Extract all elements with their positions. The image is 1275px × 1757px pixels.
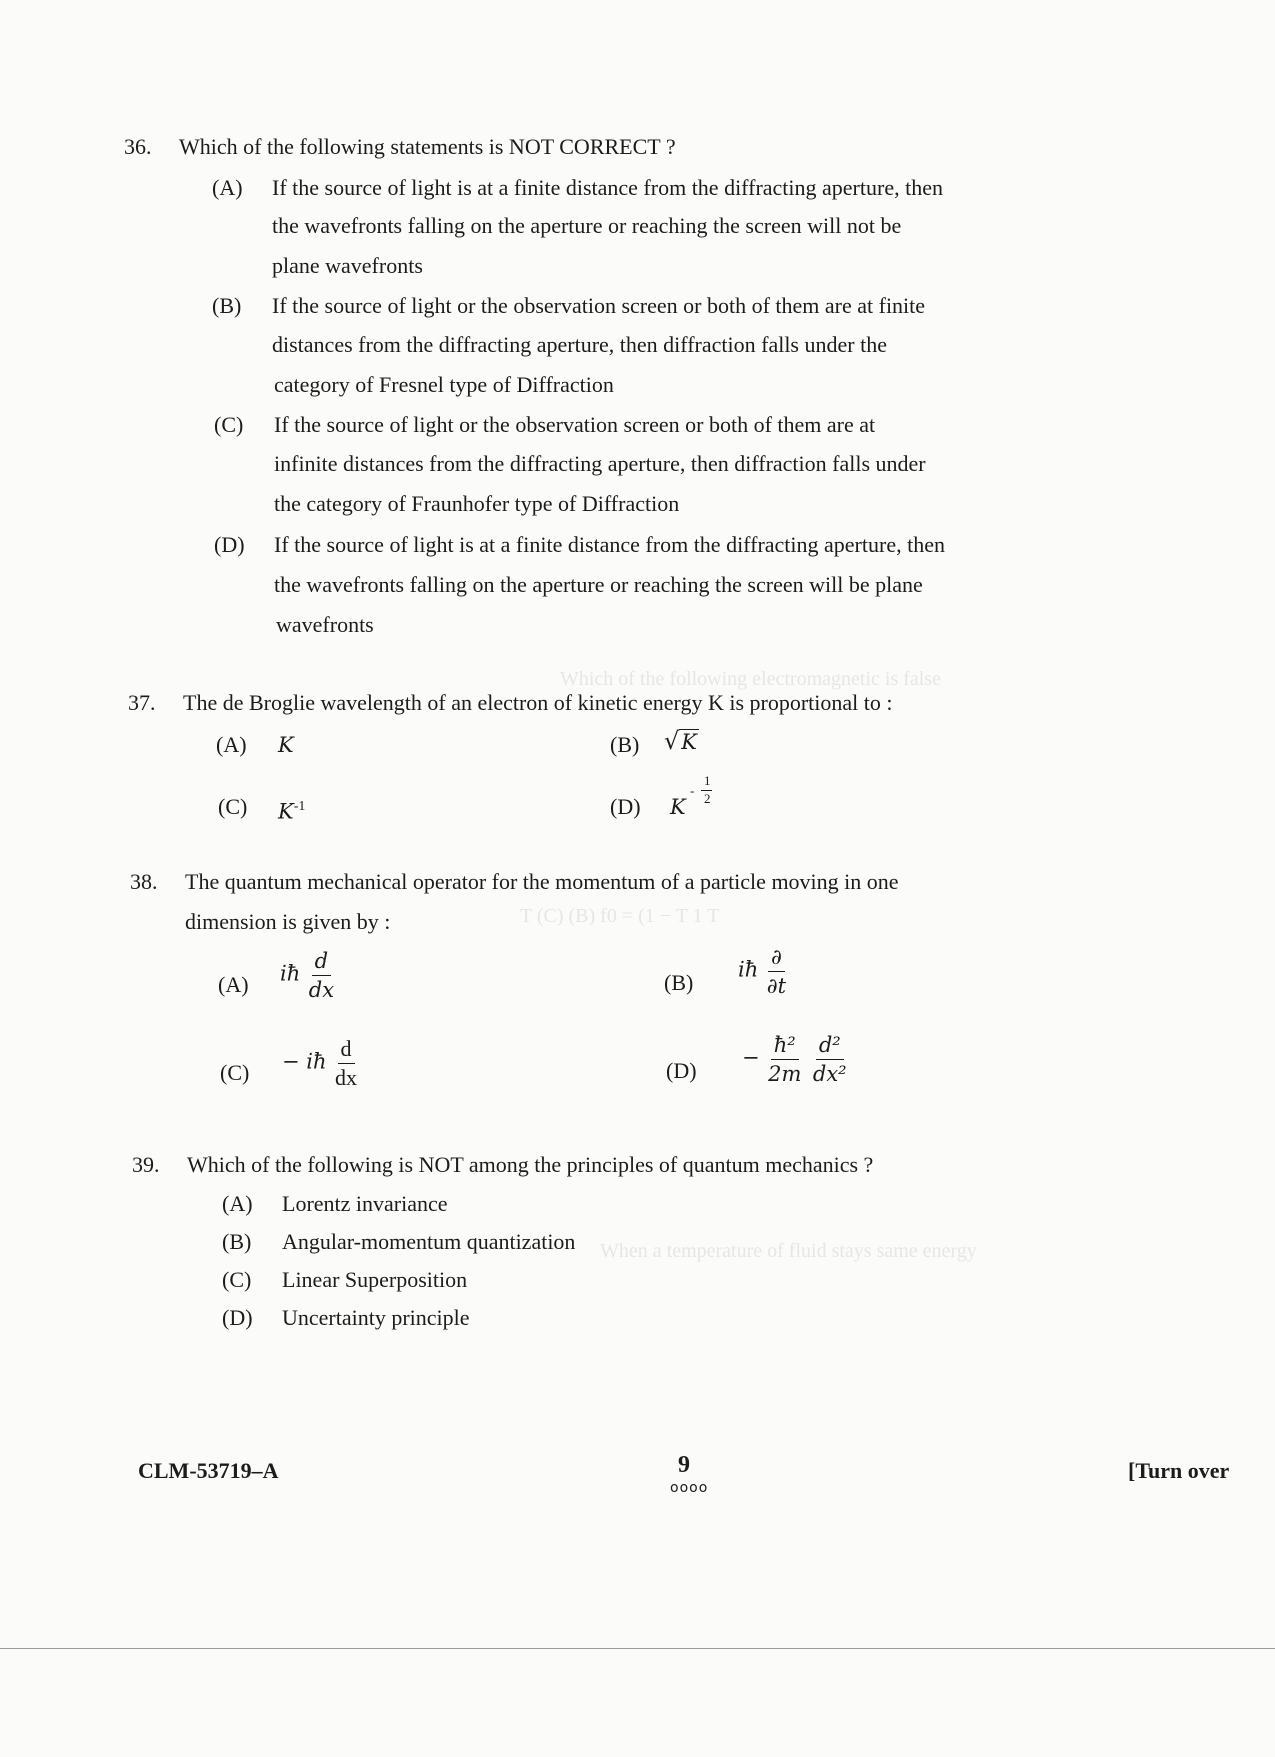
option-math: K (681, 730, 697, 754)
option-label: (B) (212, 293, 242, 318)
fraction-numerator: d (312, 948, 331, 976)
option-line: the wavefronts falling on the aperture or reaching the screen will not be (272, 213, 902, 238)
option-line: the category of Fraunhofer type of Diffraction (274, 491, 680, 516)
formula-prefix: − iħ (282, 1049, 327, 1074)
option-label: (D) (214, 532, 245, 557)
bleed-through-text: When a temperature of fluid stays same energy (600, 1240, 977, 1262)
exam-code: CLM-53719–A (138, 1458, 279, 1483)
fraction (765, 1032, 804, 1087)
sqrt-icon: √ (664, 727, 680, 755)
option-label: (A) (216, 732, 247, 757)
formula-prefix: iħ (280, 961, 301, 986)
exponent-num: 1 (704, 773, 711, 788)
fraction-denominator: ∂t (766, 974, 787, 998)
question-number: 38. (130, 869, 158, 894)
option-label: (D) (222, 1305, 253, 1330)
option-label: (B) (664, 970, 694, 995)
fraction-denominator: dx² (812, 1062, 847, 1086)
option-line: If the source of light is at a finite distance from the diffracting aperture, then (274, 532, 945, 557)
option-text: Lorentz invariance (282, 1191, 448, 1216)
question-number: 36. (124, 134, 152, 159)
question-line: The quantum mechanical operator for the momentum of a particle moving in one (185, 869, 899, 894)
option-line: distances from the diffracting aperture, then diffraction falls under the (272, 332, 887, 357)
fraction-numerator: d (338, 1036, 355, 1064)
question-text: The de Broglie wavelength of an electron of kinetic energy K is proportional to : (183, 690, 893, 715)
formula-sign: − (742, 1045, 760, 1070)
question-text: Which of the following is NOT among the principles of quantum mechanics ? (187, 1152, 874, 1177)
option-label: (A) (212, 175, 243, 200)
option-formula (282, 1036, 360, 1091)
option-formula (738, 944, 789, 999)
option-text: Uncertainty principle (282, 1305, 470, 1330)
option-label: (D) (666, 1058, 697, 1083)
option-math-exponent (670, 794, 686, 820)
option-label: (C) (218, 794, 248, 819)
fraction (764, 944, 789, 999)
option-math-exponent (278, 794, 305, 824)
page-marks: oooo (670, 1480, 709, 1496)
fraction-denominator: dx (308, 978, 335, 1002)
option-line: If the source of light or the observation screen or both of them are at (274, 412, 876, 437)
option-line: category of Fresnel type of Diffraction (274, 372, 614, 397)
fraction (332, 1036, 360, 1091)
option-label: (B) (222, 1229, 252, 1254)
option-label: (A) (222, 1191, 253, 1216)
option-line: If the source of light or the observation screen or both of them are at finite (272, 293, 926, 318)
exponent-den: 2 (704, 791, 711, 806)
turn-over-label: [Turn over (1128, 1458, 1230, 1483)
fraction-numerator: ∂ (768, 944, 785, 972)
option-math: K (670, 795, 686, 819)
option-label: (B) (610, 732, 640, 757)
fraction-numerator: ħ² (771, 1032, 799, 1060)
bottom-rule (0, 1648, 1275, 1649)
fraction (810, 1032, 850, 1087)
bleed-through-text: T (C) (B) f0 = (1 − T 1 T (520, 905, 720, 927)
option-formula (280, 948, 337, 1003)
page-number: 9 (678, 1452, 690, 1478)
option-line: infinite distances from the diffracting aperture, then diffraction falls under (274, 451, 926, 476)
question-number: 39. (132, 1152, 160, 1177)
question-number: 37. (128, 690, 156, 715)
option-text: Angular-momentum quantization (282, 1229, 576, 1254)
question-text: Which of the following statements is NOT CORRECT ? (179, 134, 676, 159)
fraction-numerator: d² (816, 1032, 844, 1060)
fraction-denominator: 2m (768, 1062, 802, 1086)
formula-prefix: iħ (738, 957, 759, 982)
fraction (306, 948, 337, 1003)
option-label: (D) (610, 794, 641, 819)
option-label: (C) (220, 1060, 250, 1085)
option-label: (C) (222, 1267, 252, 1292)
question-line: dimension is given by : (185, 909, 391, 934)
option-math: K (278, 799, 294, 824)
fraction-denominator: dx (335, 1065, 358, 1090)
exponent-sign: - (690, 783, 695, 798)
option-line: If the source of light is at a finite distance from the diffracting aperture, then (272, 175, 943, 200)
option-text: Linear Superposition (282, 1267, 468, 1292)
option-line: wavefronts (276, 612, 374, 637)
exponent: -1 (293, 799, 306, 814)
option-line: the wavefronts falling on the aperture or reaching the screen will be plane (274, 572, 923, 597)
option-formula (742, 1032, 850, 1087)
bleed-through-text: Which of the following electromagnetic is false (560, 668, 941, 690)
option-math: K (278, 733, 294, 757)
option-line: plane wavefronts (272, 253, 423, 278)
option-label: (C) (214, 412, 244, 437)
option-sqrt (664, 728, 699, 755)
option-label: (A) (218, 972, 249, 997)
